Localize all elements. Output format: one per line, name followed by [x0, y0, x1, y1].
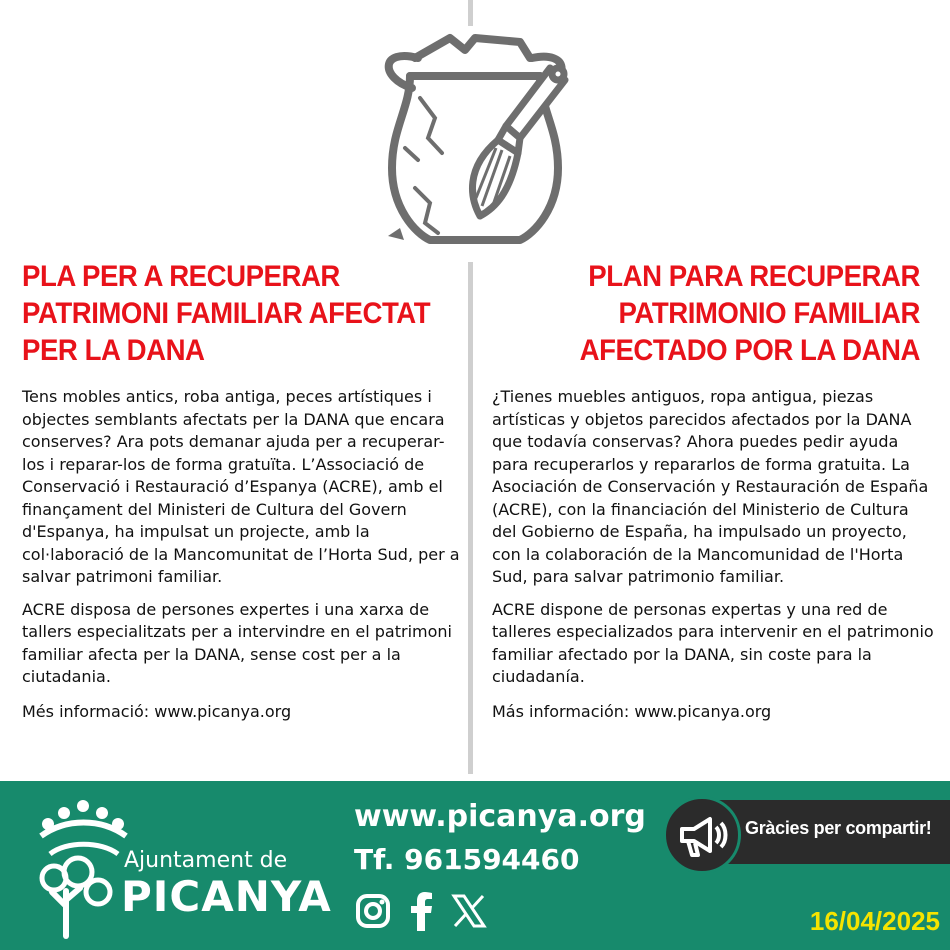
megaphone-icon: [666, 799, 738, 871]
spanish-title-line-2: PATRIMONIO FAMILIAR: [618, 297, 920, 330]
catalan-column: [22, 386, 462, 733]
footer-website-link[interactable]: www.picanya.org: [354, 799, 646, 834]
spanish-paragraph-1: ¿Tienes muebles antiguos, ropa antigua, piezas artísticas y objetos parecidos afectados por la DANA que todavía conservas? Ahora puedes pedir ayuda para recuperarlos y repararlos de forma gratuita. La Asociación de Conservación y Restauración de España (ACRE), con la financiación del Ministerio de Cultura del Gobierno de España, ha impulsado un proyecto, con la colaboración de la Mancomunidad de l'Horta Sud, para salvar patrimonio familiar.: [492, 387, 929, 586]
spanish-title-line-3: AFECTADO POR LA DANA: [579, 334, 920, 367]
catalan-more-info: Més informació: www.picanya.org: [22, 701, 292, 721]
logo-text-ajuntament: Ajuntament de: [124, 848, 288, 873]
social-icons: [354, 891, 488, 931]
catalan-title: [22, 258, 430, 369]
share-thanks-text: Gràcies per compartir!: [745, 818, 932, 838]
center-divider-top: [468, 0, 473, 26]
publication-date: 16/04/2025: [809, 906, 940, 936]
center-divider: [468, 262, 473, 774]
vase-restoration-icon: [370, 28, 580, 248]
megaphone-badge: [663, 796, 741, 874]
catalan-title-line-2: PATRIMONI FAMILIAR AFECTAT: [22, 297, 431, 330]
spanish-more-info: Más información: www.picanya.org: [492, 701, 772, 721]
footer-phone: Tf. 961594460: [354, 843, 580, 876]
x-icon[interactable]: [450, 892, 488, 930]
catalan-paragraph-2: ACRE disposa de persones expertes i una xarxa de tallers especialitzats per a intervindre en el patrimoni familiar afecta per la DANA, sense cost per a la ciutadania.: [22, 599, 452, 686]
spanish-paragraph-2: ACRE dispone de personas expertas y una red de talleres especializados para intervenir en el patrimonio familiar afectado por la DANA, sin coste para la ciudadanía.: [492, 599, 934, 686]
catalan-paragraph-1: Tens mobles antics, roba antiga, peces artístiques i objectes semblants afectats per la DANA que encara conserves? Ara pots demanar ajuda per a recuperar-los i reparar-los de forma gratuïta. L’Associació de Conservació i Restauració d’Espanya (ACRE), amb el finançament del Ministeri de Cultura del Govern d'Espanya, ha impulsat un projecte, amb la col·laboració de la Mancomunitat de l’Horta Sud, per a salvar patrimoni familiar.: [22, 387, 460, 586]
spanish-title-line-1: PLAN PARA RECUPERAR: [588, 260, 920, 293]
catalan-title-line-3: PER LA DANA: [22, 334, 205, 367]
logo-text-picanya: PICANYA: [121, 872, 332, 921]
facebook-icon[interactable]: [408, 891, 434, 931]
spanish-title: [580, 258, 920, 369]
picanya-crown-tree-logo: [36, 796, 131, 941]
catalan-title-line-1: PLA PER A RECUPERAR: [22, 260, 340, 293]
spanish-column: [492, 386, 938, 733]
instagram-icon[interactable]: [354, 892, 392, 930]
